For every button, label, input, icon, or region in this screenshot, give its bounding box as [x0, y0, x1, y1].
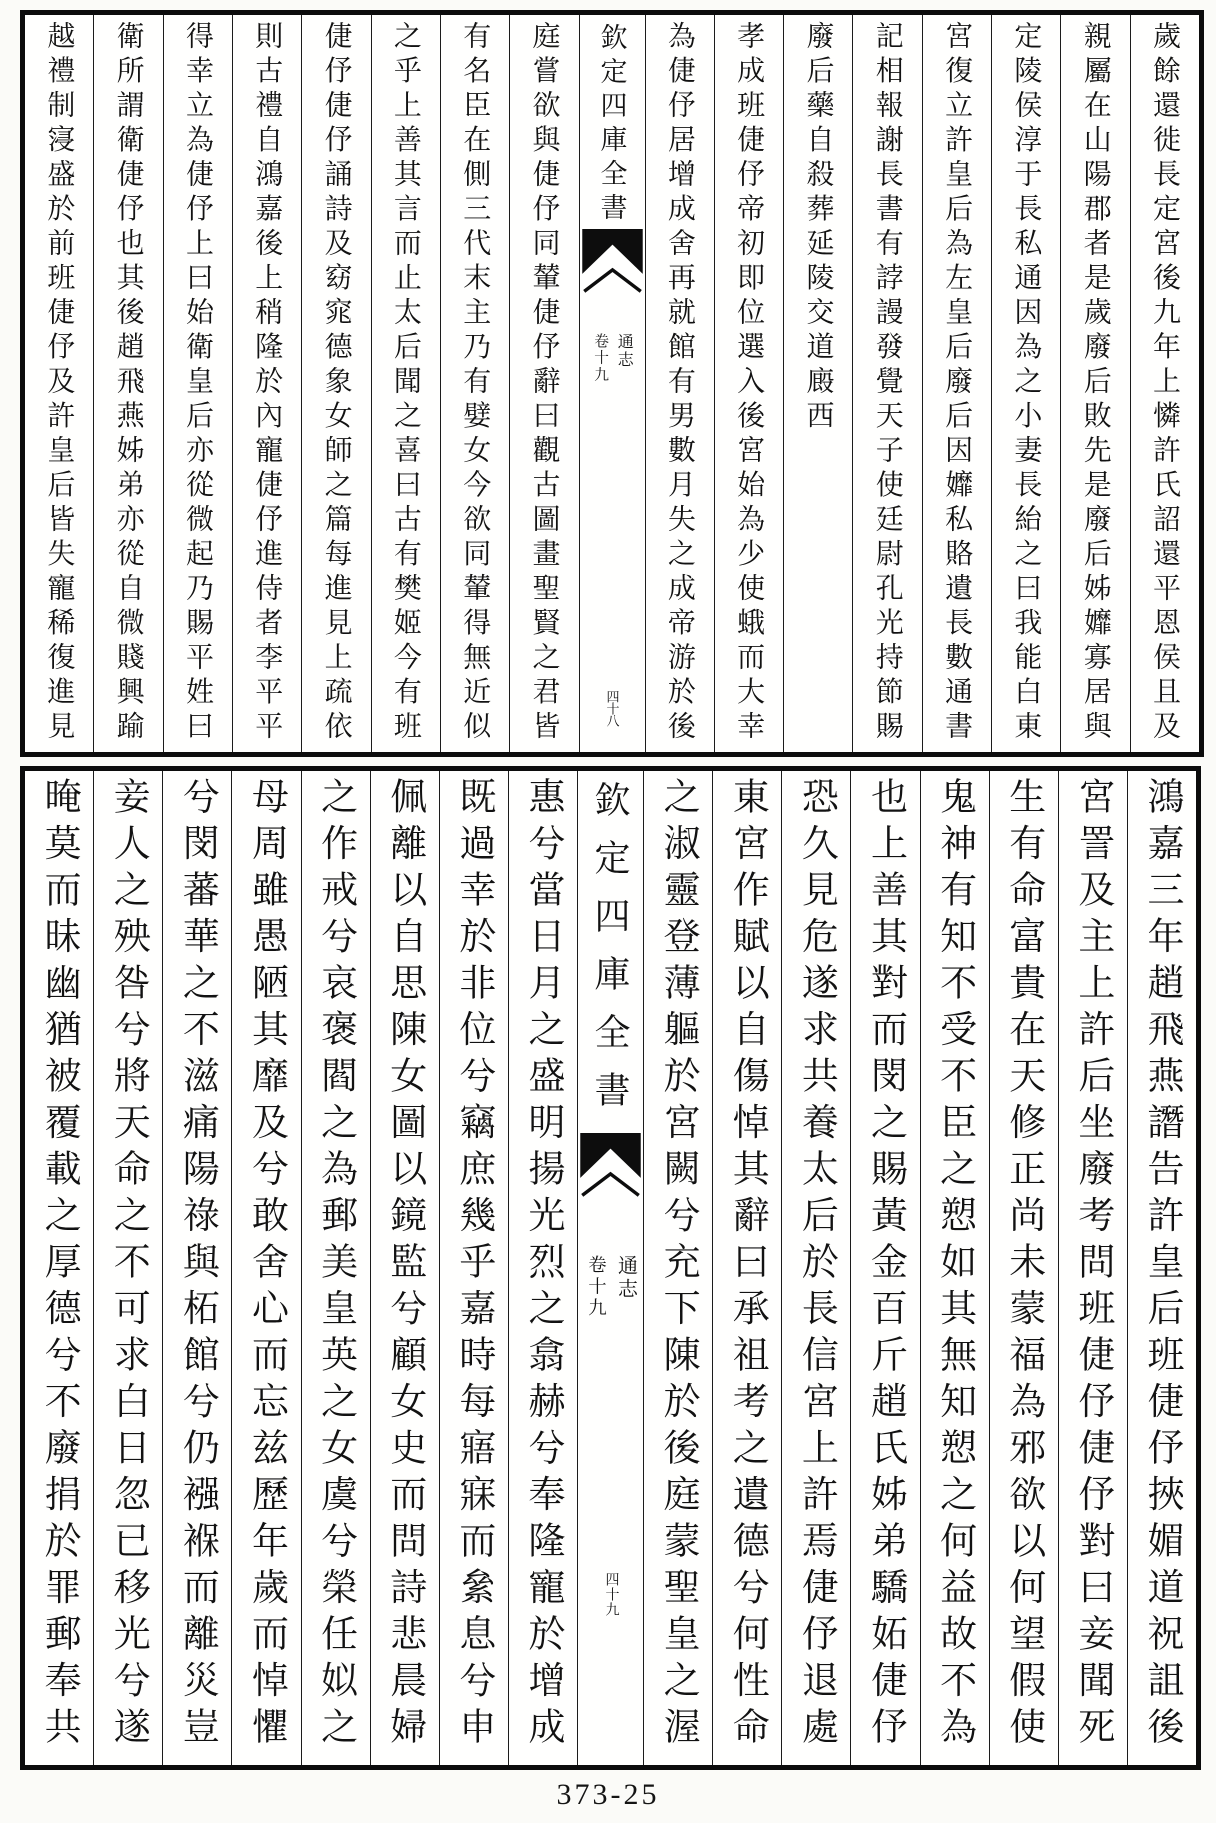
- banxin-page-number: 四十九: [603, 1572, 619, 1617]
- banxin-series-title: 欽定四庫全書: [596, 23, 627, 227]
- text-column: 定陵侯淳于長私通因為之小妻長紿之曰我能白東: [991, 15, 1060, 752]
- banxin-page-number: 四十八: [604, 690, 620, 726]
- text-column: 之淑靈登薄軀於宮闕兮充下陳於後庭蒙聖皇之渥: [643, 771, 712, 1765]
- text-column: 鬼神有知不受不臣之愬如其無知愬之何益故不為: [920, 771, 989, 1765]
- text-column: 為倢伃居增成舍再就館有男數月失之成帝游於後: [645, 15, 714, 752]
- text-column: 兮閔蕃華之不滋痛陽祿與柘館兮仍襁褓而離災豈: [162, 771, 231, 1765]
- text-column: 記相報謝長書有誖謾發覺天子使廷尉孔光持節賜: [852, 15, 921, 752]
- text-column: 庭嘗欲與倢伃同輦倢伃辭曰觀古圖畫聖賢之君皆: [509, 15, 578, 752]
- text-column: 親屬在山陽郡者是歲廢后敗先是廢后姊孊寡居與: [1060, 15, 1129, 752]
- text-column: 惠兮當日月之盛明揚光烈之翕赫兮奉隆寵於增成: [508, 771, 577, 1765]
- text-column: 妾人之殃咎兮將天命之不可求白日忽已移光兮遂: [93, 771, 162, 1765]
- banxin-chapter: 卷十九: [592, 333, 609, 384]
- text-column: 生有命富貴在天修正尚未蒙福為邪欲以何望假使: [989, 771, 1058, 1765]
- text-column: 宮詈及主上許后坐廢考問班倢伃倢伃對曰妾聞死: [1058, 771, 1127, 1765]
- leaf-top: [20, 10, 1204, 757]
- text-column: 東宮作賦以自傷悼其辭曰承祖考之遺德兮何性命: [712, 771, 781, 1765]
- text-column: 恐久見危遂求共養太后於長信宮上許焉倢伃退處: [781, 771, 850, 1765]
- folio-label: 373-25: [556, 1778, 660, 1811]
- text-column: 母周雖愚陋其靡及兮敢舍心而忘兹歷年歲而悼懼: [231, 771, 300, 1765]
- text-column: 晻莫而昧幽猶被覆載之厚德兮不廢捐於罪郵奉共: [38, 777, 80, 1754]
- text-column: 之乎上善其言而止太后聞之喜曰古有樊姬今有班: [371, 15, 440, 752]
- leaf-bottom: [20, 766, 1201, 1770]
- text-column: 則古禮自鴻嘉後上稍隆於內寵倢伃進侍者李平平: [232, 15, 301, 752]
- banxin-chapter: 卷十九: [586, 1255, 607, 1320]
- text-column: 既過幸於非位兮竊庶幾乎嘉時每寤寐而絫息兮申: [439, 771, 508, 1765]
- text-column: 宮復立許皇后為左皇后廢后因孊私賂遺長數通書: [922, 15, 991, 752]
- text-column: 佩離以自思陳女圖以鏡監兮顧女史而問詩悲晨婦: [370, 771, 439, 1765]
- banxin-series-title: 欽定四庫全書: [590, 781, 630, 1129]
- banxin-work-block: [589, 333, 636, 383]
- text-column: 衛所謂衛倢伃也其後趙飛燕姊弟亦從自微賤興踰: [93, 15, 162, 752]
- fishtail-mark: [580, 229, 645, 307]
- banxin-work-block: [582, 1255, 640, 1319]
- text-column: 歲餘還徙長定宮後九年上憐許氏詔還平恩侯且及: [1130, 15, 1199, 752]
- banxin-column: [577, 771, 643, 1765]
- text-column: 倢伃倢伃誦詩及窈窕德象女師之篇每進見上疏依: [301, 15, 370, 752]
- text-column: 鴻嘉三年趙飛燕譖告許皇后班倢伃挾媚道祝詛後: [1127, 771, 1196, 1765]
- text-column: 也上善其對而閔之賜黃金百斤趙氏姊弟驕妬倢伃: [850, 771, 919, 1765]
- fishtail-mark: [578, 1133, 643, 1211]
- text-column: 得幸立為倢伃上曰始衛皇后亦從微起乃賜平姓曰: [163, 15, 232, 752]
- text-column: 孝成班倢伃帝初即位選入後宮始為少使蛾而大幸: [714, 15, 783, 752]
- text-column: 之作戒兮哀褒閻之為郵美皇英之女虞兮榮任姒之: [301, 771, 370, 1765]
- banxin-work-title: 通志: [615, 333, 633, 369]
- text-column: 越禮制寖盛於前班倢伃及許皇后皆失寵稀復進見: [43, 21, 75, 746]
- banxin-column: [579, 15, 645, 752]
- banxin-work-title: 通志: [614, 1255, 637, 1301]
- text-column: 有名臣在側三代末主乃有嬖女今欲同輦得無近似: [440, 15, 509, 752]
- text-column: 廢后藥自殺葬延陵交道廄西: [783, 15, 852, 752]
